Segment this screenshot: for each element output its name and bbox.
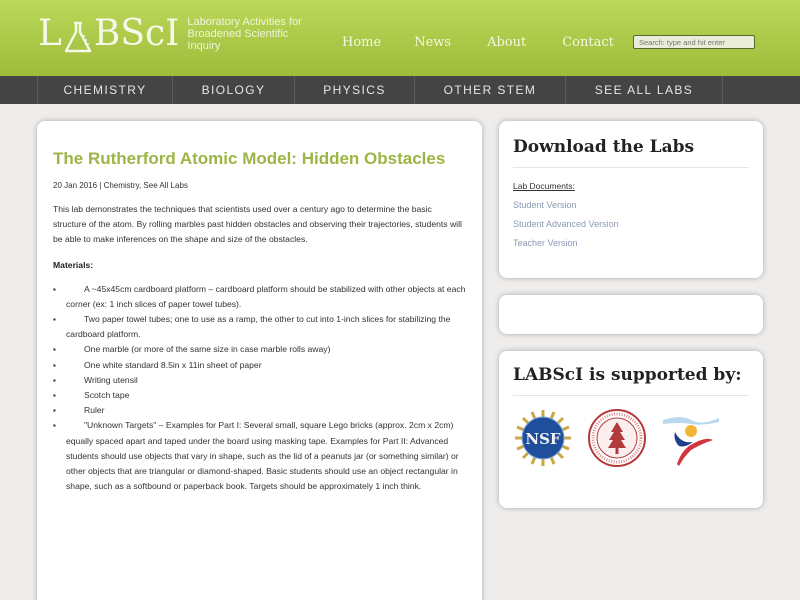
list-item: ▪ A ~45x45cm cardboard platform – cardboard platform should be stabilized with other objects at each corner (ex: 1 inch slices of paper towel tubes). (66, 282, 466, 312)
list-item: ▪ Writing utensil (66, 373, 466, 388)
logo-letters-bsci: BScI (93, 13, 180, 54)
student-version-link[interactable]: Student Version (513, 200, 577, 210)
svg-text:NSF: NSF (525, 430, 561, 448)
list-item: ▪ Two paper towel tubes; one to use as a ramp, the other to cut into 1-inch slices for stabilizing the cardboard platform. (66, 312, 466, 342)
category-other-stem[interactable]: OTHER STEM (415, 76, 566, 104)
category-nav (0, 76, 800, 104)
download-labs-widget (499, 121, 763, 278)
lab-documents-label: Lab Documents: (513, 181, 575, 191)
category-nav-spacer (0, 76, 38, 104)
supporter-logos (513, 408, 749, 468)
category-biology[interactable]: BIOLOGY (173, 76, 295, 104)
list-item: ▪ One white standard 8.5in x 11in sheet of paper (66, 358, 466, 373)
supporters-heading: LABScI is supported by: (513, 365, 749, 396)
runner-logo-icon[interactable] (661, 408, 721, 468)
search-input[interactable] (633, 35, 755, 49)
stanford-seal-icon[interactable] (587, 408, 647, 468)
nsf-logo-icon[interactable] (513, 408, 573, 468)
site-header (0, 0, 800, 76)
flask-icon (63, 20, 93, 54)
materials-list (66, 282, 466, 495)
top-nav (342, 35, 650, 50)
list-item: ▪ "Unknown Targets" – Examples for Part I: Several small, square Lego bricks (approx. 2cm x 2cm) equally spaced apart and taped under the board using masking tape. Examples for Part II: Advanced students should use objects that vary in shape, such as the lid of a peanuts jar (or something similar) or other objects that are triangular or diamond-shaped. Basic students should use an object rectangular in shape, such as a softbound or paperback book. Targets should be approximately 1 inch think. (66, 418, 466, 494)
site-logo[interactable] (38, 14, 307, 54)
supporters-widget (499, 351, 763, 508)
empty-widget (499, 295, 763, 334)
article-meta: 20 Jan 2016 | Chemistry, See All Labs (53, 181, 188, 190)
article-title: The Rutherford Atomic Model: Hidden Obstacles (53, 149, 446, 168)
teacher-version-link[interactable]: Teacher Version (513, 238, 578, 248)
materials-heading: Materials: (53, 259, 94, 270)
list-item: ▪ Scotch tape (66, 388, 466, 403)
article-card (37, 121, 482, 600)
nav-news[interactable]: News (414, 35, 452, 50)
download-labs-heading: Download the Labs (513, 137, 749, 168)
category-physics[interactable]: PHYSICS (295, 76, 415, 104)
article-intro: This lab demonstrates the techniques that scientists used over a century ago to determine the basic structure of the atom. By rolling marbles past hidden obstacles and observing their trajectories, students will be able to make inferences on the shape and size of the obstacles. (53, 204, 462, 245)
list-item: ▪ One marble (or more of the same size in case marble rolls away) (66, 342, 466, 357)
logo-wordmark (38, 14, 179, 54)
list-item: ▪ Ruler (66, 403, 466, 418)
logo-letter-l: L (38, 13, 62, 54)
nav-home[interactable]: Home (342, 35, 382, 50)
logo-tagline: Laboratory Activities for Broadened Scientific Inquiry (187, 16, 302, 52)
nav-contact[interactable]: Contact (562, 35, 614, 50)
category-chemistry[interactable]: CHEMISTRY (38, 76, 173, 104)
nav-about[interactable]: About (487, 35, 527, 50)
student-advanced-version-link[interactable]: Student Advanced Version (513, 219, 619, 229)
category-see-all-labs[interactable]: SEE ALL LABS (566, 76, 723, 104)
